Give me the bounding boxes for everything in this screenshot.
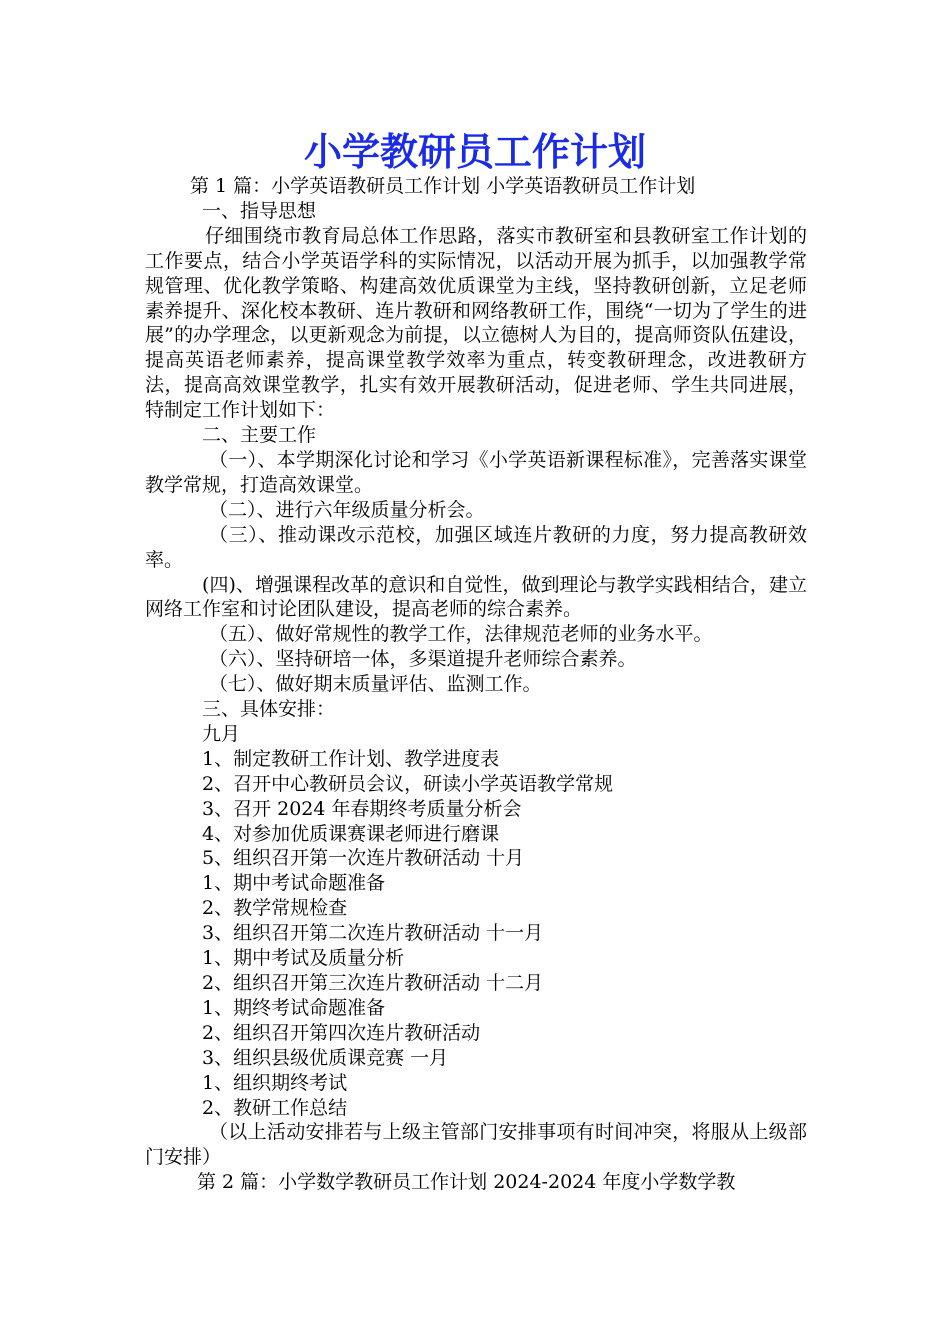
task-item: （三）、推动课改示范校，加强区域连片教研的力度，努力提高教研效率。	[145, 523, 807, 571]
schedule-item: 3、组织县级优质课竞赛 一月	[202, 1046, 449, 1069]
document-body	[145, 174, 807, 1195]
article-heading-2: 第 2 篇：小学数学教研员工作计划 2024-2024 年度小学数学教	[197, 1171, 736, 1194]
schedule-item: 1、组织期终考试	[202, 1071, 348, 1094]
schedule-item: 2、组织召开第三次连片教研活动 十二月	[202, 972, 544, 994]
section-heading-1: 一、指导思想	[202, 199, 317, 222]
task-item: （六）、坚持研培一体，多渠道提升老师综合素养。	[209, 648, 637, 671]
task-item: (四)、增强课程改革的意识和自觉性，做到理论与教学实践相结合，建立网络工作室和讨论团队建设，提高老师的综合素养。	[145, 573, 807, 621]
schedule-item: 2、组织召开第四次连片教研活动	[202, 1021, 481, 1044]
schedule-item: 1、期终考试命题准备	[202, 996, 386, 1019]
schedule-item: 2、教研工作总结	[202, 1096, 348, 1119]
schedule-item: 1、期中考试命题准备	[202, 872, 386, 895]
schedule-item: 九月	[202, 722, 241, 745]
schedule-item: 2、召开中心教研员会议，研读小学英语教学常规	[202, 772, 614, 795]
schedule-item: 4、对参加优质课赛课老师进行磨课	[202, 822, 500, 845]
article-heading-1: 第 1 篇：小学英语教研员工作计划 小学英语教研员工作计划	[190, 175, 696, 197]
section-heading-3: 三、具体安排：	[202, 698, 336, 721]
schedule-note: （以上活动安排若与上级主管部门安排事项有时间冲突，将服从上级部门安排）	[145, 1121, 807, 1169]
task-item: （五）、做好常规性的教学工作，法律规范老师的业务水平。	[209, 623, 713, 646]
schedule-item: 1、制定教研工作计划、教学进度表	[202, 747, 500, 770]
schedule-item: 2、教学常规检查	[202, 897, 348, 920]
section-paragraph-1: 仔细围绕市教育局总体工作思路，落实市教研室和县教研室工作计划的工作要点，结合小学英语学科的实际情况，以活动开展为抓手，以加强教学常规管理、优化教学策略、构建高效优质课堂为主线，坚持教研创新，立足老师素养提升、深化校本教研、连片教研和网络教研工作，围绕“一切为了学生的进展”的办学理念，以更新观念为前提，以立德树人为目的，提高师资队伍建设，提高英语老师素养，提高课堂教学效率为重点，转变教研理念，改进教研方法，提高高效课堂教学，扎实有效开展教研活动，促进老师、学生共同进展，特制定工作计划如下：	[145, 224, 807, 422]
task-item: （二）、进行六年级质量分析会。	[209, 498, 485, 521]
document-title: 小学教研员工作计划	[303, 130, 646, 174]
task-item: （一）、本学期深化讨论和学习《小学英语新课程标准》，完善落实课堂教学常规，打造高效课堂。	[145, 448, 807, 496]
schedule-item: 3、组织召开第二次连片教研活动 十一月	[202, 922, 544, 945]
schedule-item: 5、组织召开第一次连片教研活动 十月	[202, 847, 525, 870]
schedule-item: 1、期中考试及质量分析	[202, 947, 405, 970]
section-heading-2: 二、主要工作	[202, 424, 317, 447]
task-item: （七）、做好期末质量评估、监测工作。	[209, 673, 542, 696]
schedule-item: 3、召开 2024 年春期终考质量分析会	[202, 797, 522, 820]
